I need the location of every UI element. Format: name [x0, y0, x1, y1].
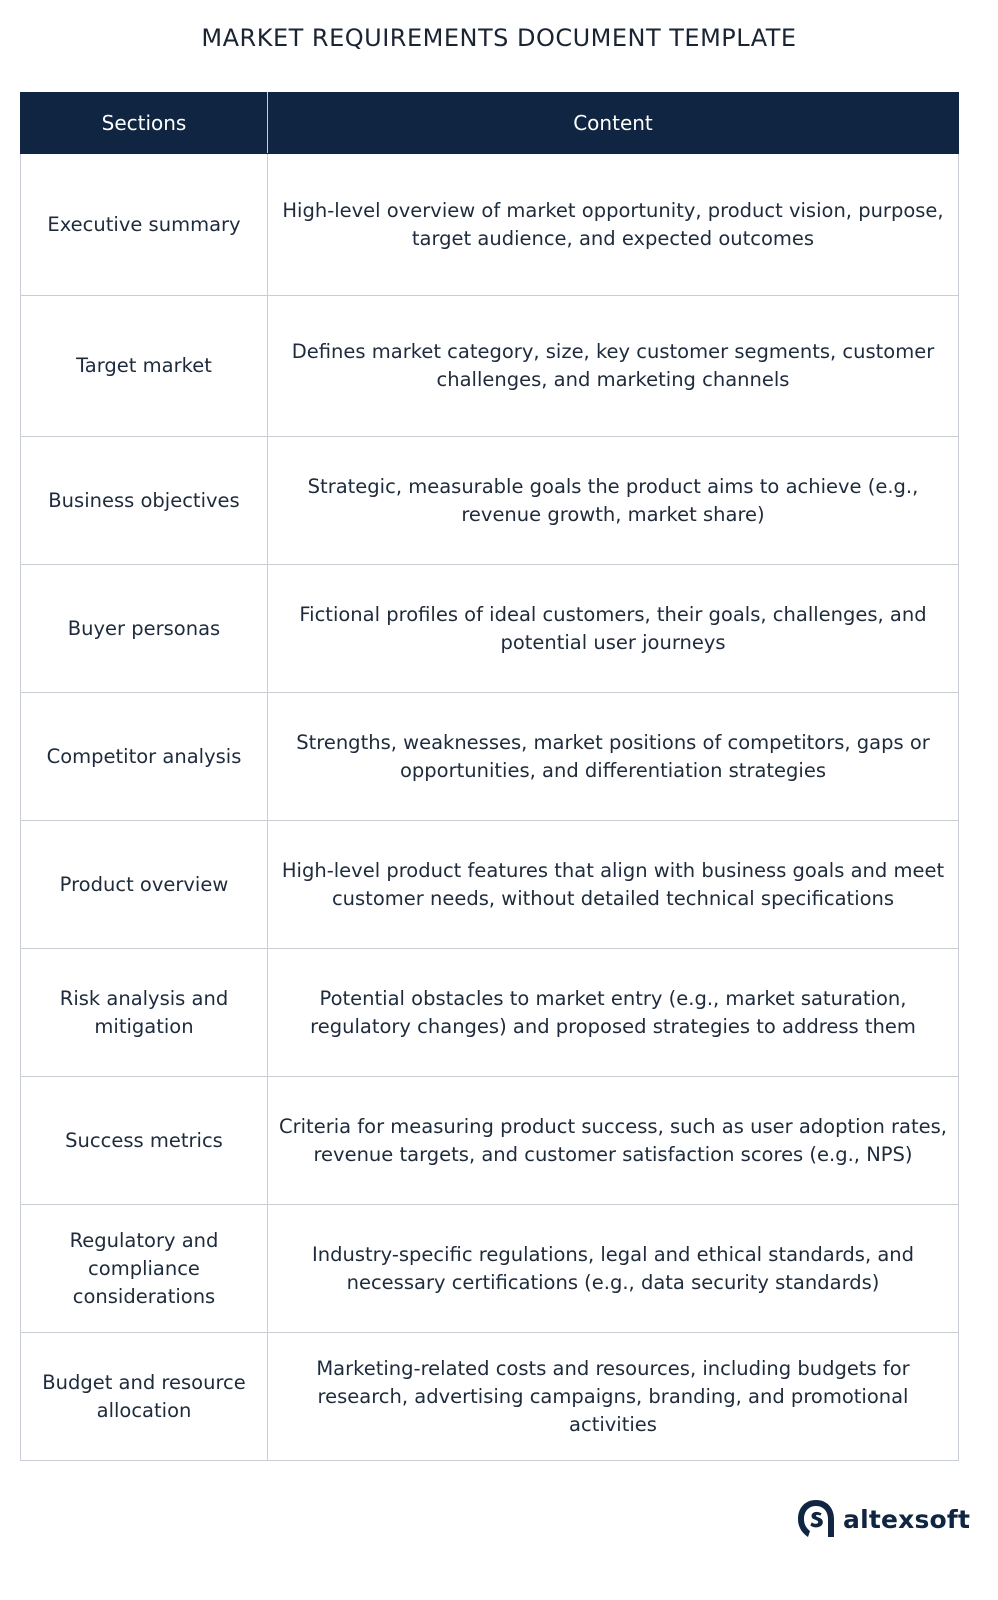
requirements-table	[20, 92, 959, 1461]
table-row	[21, 154, 959, 296]
content-cell: Defines market category, size, key customer segments, customer challenges, and marketing channels	[268, 296, 959, 437]
table-row	[21, 821, 959, 949]
section-cell: Target market	[21, 296, 268, 437]
column-header-sections: Sections	[21, 93, 268, 154]
altexsoft-logo-icon	[797, 1499, 835, 1539]
section-cell: Buyer personas	[21, 565, 268, 693]
table-row	[21, 693, 959, 821]
table-row	[21, 1205, 959, 1333]
column-header-content: Content	[268, 93, 959, 154]
content-cell: Industry-specific regulations, legal and ethical standards, and necessary certifications (e.g., data security standards)	[268, 1205, 959, 1333]
table-row	[21, 1333, 959, 1461]
section-cell: Business objectives	[21, 437, 268, 565]
section-cell: Executive summary	[21, 154, 268, 296]
logo-text: altexsoft	[843, 1504, 971, 1534]
table-row	[21, 565, 959, 693]
altexsoft-logo	[797, 1497, 970, 1541]
section-cell: Budget and resource allocation	[21, 1333, 268, 1461]
table-row	[21, 437, 959, 565]
section-cell: Competitor analysis	[21, 693, 268, 821]
table-row	[21, 1077, 959, 1205]
content-cell: High-level overview of market opportunity, product vision, purpose, target audience, and expected outcomes	[268, 154, 959, 296]
table-header-row	[21, 93, 959, 154]
section-cell: Risk analysis and mitigation	[21, 949, 268, 1077]
content-cell: Marketing-related costs and resources, including budgets for research, advertising campaigns, branding, and promotional activities	[268, 1333, 959, 1461]
content-cell: Potential obstacles to market entry (e.g., market saturation, regulatory changes) and proposed strategies to address them	[268, 949, 959, 1077]
content-cell: Strengths, weaknesses, market positions of competitors, gaps or opportunities, and differentiation strategies	[268, 693, 959, 821]
content-cell: High-level product features that align with business goals and meet customer needs, without detailed technical specifications	[268, 821, 959, 949]
section-cell: Regulatory and compliance considerations	[21, 1205, 268, 1333]
table-row	[21, 949, 959, 1077]
content-cell: Fictional profiles of ideal customers, their goals, challenges, and potential user journeys	[268, 565, 959, 693]
table-row	[21, 296, 959, 437]
page-title: MARKET REQUIREMENTS DOCUMENT TEMPLATE	[201, 24, 797, 52]
content-cell: Criteria for measuring product success, such as user adoption rates, revenue targets, and customer satisfaction scores (e.g., NPS)	[268, 1077, 959, 1205]
section-cell: Success metrics	[21, 1077, 268, 1205]
content-cell: Strategic, measurable goals the product aims to achieve (e.g., revenue growth, market share)	[268, 437, 959, 565]
section-cell: Product overview	[21, 821, 268, 949]
